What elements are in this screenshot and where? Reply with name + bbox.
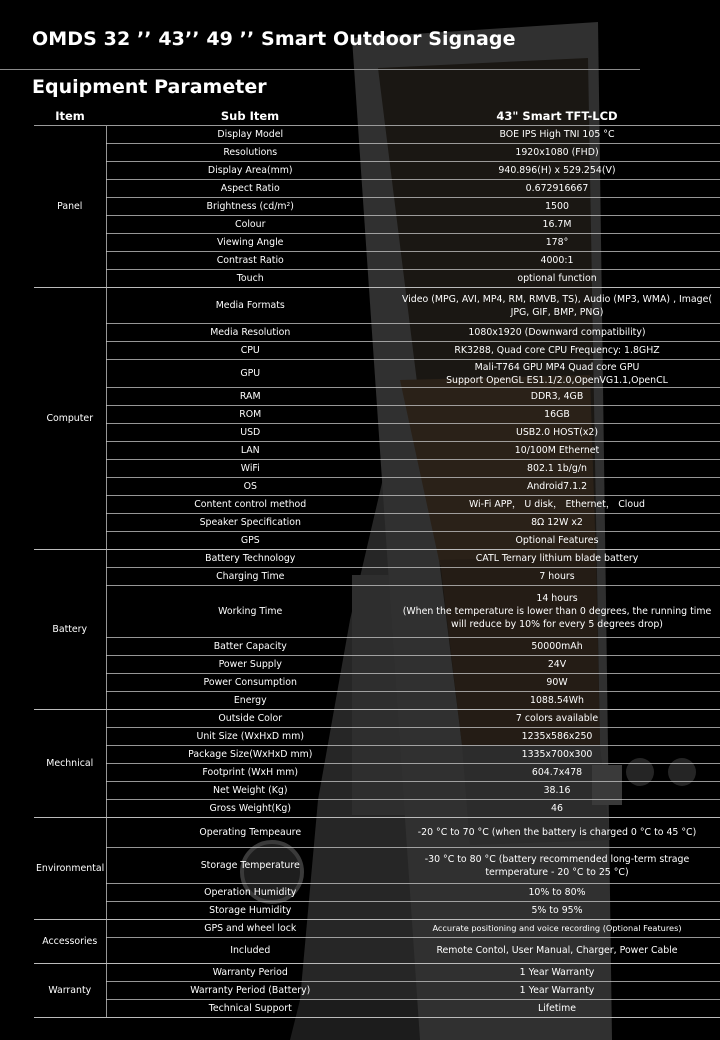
table-row bbox=[34, 406, 720, 424]
value-cell: optional function bbox=[394, 270, 720, 288]
table-row bbox=[34, 360, 720, 388]
table-row bbox=[34, 692, 720, 710]
value-cell: DDR3, 4GB bbox=[394, 388, 720, 406]
table-row bbox=[34, 550, 720, 568]
sub-item-cell: RAM bbox=[106, 388, 394, 406]
sub-item-cell: Energy bbox=[106, 692, 394, 710]
sub-item-cell: LAN bbox=[106, 442, 394, 460]
value-cell: -20 °C to 70 °C (when the battery is charged 0 °C to 45 °C) bbox=[394, 818, 720, 848]
value-cell: 1920x1080 (FHD) bbox=[394, 144, 720, 162]
group-label: Warranty bbox=[34, 964, 106, 1018]
sub-item-cell: Net Weight (Kg) bbox=[106, 782, 394, 800]
table-row bbox=[34, 982, 720, 1000]
sub-item-cell: Gross Weight(Kg) bbox=[106, 800, 394, 818]
sub-item-cell: Outside Color bbox=[106, 710, 394, 728]
sub-item-cell: Contrast Ratio bbox=[106, 252, 394, 270]
table-row bbox=[34, 920, 720, 938]
sub-item-cell: Batter Capacity bbox=[106, 638, 394, 656]
sub-item-cell: GPU bbox=[106, 360, 394, 388]
table-row bbox=[34, 424, 720, 442]
group-label: Panel bbox=[34, 126, 106, 288]
sub-item-cell: Package Size(WxHxD mm) bbox=[106, 746, 394, 764]
value-cell: 802.1 1b/g/n bbox=[394, 460, 720, 478]
sub-item-cell: USD bbox=[106, 424, 394, 442]
sub-item-cell: Media Resolution bbox=[106, 324, 394, 342]
group-label: Battery bbox=[34, 550, 106, 710]
value-cell: Video (MPG, AVI, MP4, RM, RMVB, TS), Audio (MP3, WMA) , Image( JPG, GIF, BMP, PNG) bbox=[394, 288, 720, 324]
group-label: Accessories bbox=[34, 920, 106, 964]
sub-item-cell: Footprint (WxH mm) bbox=[106, 764, 394, 782]
sub-item-cell: Operating Tempeaure bbox=[106, 818, 394, 848]
value-cell: 7 hours bbox=[394, 568, 720, 586]
value-cell: 38.16 bbox=[394, 782, 720, 800]
column-header-sub-item: Sub Item bbox=[106, 108, 394, 126]
value-cell: 8Ω 12W x2 bbox=[394, 514, 720, 532]
sub-item-cell: ROM bbox=[106, 406, 394, 424]
sub-item-cell: Brightness (cd/m²) bbox=[106, 198, 394, 216]
table-row bbox=[34, 884, 720, 902]
table-row bbox=[34, 478, 720, 496]
value-cell: RK3288, Quad core CPU Frequency: 1.8GHZ bbox=[394, 342, 720, 360]
table-row bbox=[34, 938, 720, 964]
value-cell: 0.672916667 bbox=[394, 180, 720, 198]
sub-item-cell: Charging Time bbox=[106, 568, 394, 586]
table-row bbox=[34, 216, 720, 234]
sub-item-cell: Viewing Angle bbox=[106, 234, 394, 252]
value-cell: 1335x700x300 bbox=[394, 746, 720, 764]
value-cell: Optional Features bbox=[394, 532, 720, 550]
value-cell: 1 Year Warranty bbox=[394, 964, 720, 982]
table-row bbox=[34, 568, 720, 586]
value-cell: 1500 bbox=[394, 198, 720, 216]
value-cell: 16GB bbox=[394, 406, 720, 424]
table-row bbox=[34, 460, 720, 478]
table-row bbox=[34, 252, 720, 270]
sub-item-cell: Speaker Specification bbox=[106, 514, 394, 532]
table-header-row bbox=[34, 108, 720, 126]
table-row bbox=[34, 388, 720, 406]
table-row bbox=[34, 198, 720, 216]
table-row bbox=[34, 586, 720, 638]
sub-item-cell: Working Time bbox=[106, 586, 394, 638]
value-cell: 1 Year Warranty bbox=[394, 982, 720, 1000]
sub-item-cell: Unit Size (WxHxD mm) bbox=[106, 728, 394, 746]
value-cell: 14 hours (When the temperature is lower than 0 degrees, the running time will reduce by 10% for every 5 degrees drop) bbox=[394, 586, 720, 638]
value-cell: Android7.1.2 bbox=[394, 478, 720, 496]
value-cell: 90W bbox=[394, 674, 720, 692]
value-cell: 10% to 80% bbox=[394, 884, 720, 902]
table-row bbox=[34, 234, 720, 252]
sub-item-cell: GPS bbox=[106, 532, 394, 550]
table-row bbox=[34, 144, 720, 162]
table-row bbox=[34, 342, 720, 360]
sub-item-cell: Storage Temperature bbox=[106, 848, 394, 884]
table-row bbox=[34, 180, 720, 198]
sub-item-cell: Included bbox=[106, 938, 394, 964]
table-row bbox=[34, 710, 720, 728]
table-row bbox=[34, 674, 720, 692]
sub-item-cell: WiFi bbox=[106, 460, 394, 478]
table-row bbox=[34, 496, 720, 514]
table-body bbox=[34, 126, 720, 1018]
table-row bbox=[34, 270, 720, 288]
table-row bbox=[34, 746, 720, 764]
sub-item-cell: Resolutions bbox=[106, 144, 394, 162]
table-row bbox=[34, 514, 720, 532]
sub-item-cell: Touch bbox=[106, 270, 394, 288]
value-cell: 24V bbox=[394, 656, 720, 674]
sub-item-cell: Media Formats bbox=[106, 288, 394, 324]
sub-item-cell: Warranty Period bbox=[106, 964, 394, 982]
table-row bbox=[34, 162, 720, 180]
sub-item-cell: CPU bbox=[106, 342, 394, 360]
sub-item-cell: Power Consumption bbox=[106, 674, 394, 692]
sub-item-cell: Content control method bbox=[106, 496, 394, 514]
table-row bbox=[34, 728, 720, 746]
value-cell: Mali-T764 GPU MP4 Quad core GPU Support OpenGL ES1.1/2.0,OpenVG1.1,OpenCL bbox=[394, 360, 720, 388]
sub-item-cell: Storage Humidity bbox=[106, 902, 394, 920]
value-cell: Remote Contol, User Manual, Charger, Power Cable bbox=[394, 938, 720, 964]
table-row bbox=[34, 638, 720, 656]
value-cell: 1235x586x250 bbox=[394, 728, 720, 746]
value-cell: 4000:1 bbox=[394, 252, 720, 270]
table-row bbox=[34, 126, 720, 144]
value-cell: 940.896(H) x 529.254(V) bbox=[394, 162, 720, 180]
value-cell: 10/100M Ethernet bbox=[394, 442, 720, 460]
table-row bbox=[34, 656, 720, 674]
group-label: Environmental bbox=[34, 818, 106, 920]
column-header-item: Item bbox=[34, 108, 106, 126]
sub-item-cell: Warranty Period (Battery) bbox=[106, 982, 394, 1000]
table-row bbox=[34, 818, 720, 848]
table-row bbox=[34, 782, 720, 800]
group-label: Mechnical bbox=[34, 710, 106, 818]
table-row bbox=[34, 288, 720, 324]
table-row bbox=[34, 800, 720, 818]
table-row bbox=[34, 324, 720, 342]
value-cell: Wi-Fi APP， U disk， Ethernet， Cloud bbox=[394, 496, 720, 514]
table-row bbox=[34, 902, 720, 920]
value-cell: 7 colors available bbox=[394, 710, 720, 728]
sub-item-cell: GPS and wheel lock bbox=[106, 920, 394, 938]
value-cell: 50000mAh bbox=[394, 638, 720, 656]
sub-item-cell: Aspect Ratio bbox=[106, 180, 394, 198]
value-cell: 5% to 95% bbox=[394, 902, 720, 920]
section-title: Equipment Parameter bbox=[32, 76, 267, 98]
value-cell: 46 bbox=[394, 800, 720, 818]
column-header-value: 43" Smart TFT-LCD bbox=[394, 108, 720, 126]
table-row bbox=[34, 1000, 720, 1018]
table-row bbox=[34, 764, 720, 782]
sub-item-cell: Operation Humidity bbox=[106, 884, 394, 902]
page-title: OMDS 32 ’’ 43’’ 49 ’’ Smart Outdoor Signage bbox=[32, 28, 516, 50]
table-row bbox=[34, 964, 720, 982]
value-cell: BOE IPS High TNI 105 °C bbox=[394, 126, 720, 144]
sub-item-cell: Display Model bbox=[106, 126, 394, 144]
sub-item-cell: Display Area(mm) bbox=[106, 162, 394, 180]
sub-item-cell: Technical Support bbox=[106, 1000, 394, 1018]
sub-item-cell: OS bbox=[106, 478, 394, 496]
sub-item-cell: Power Supply bbox=[106, 656, 394, 674]
table-row bbox=[34, 848, 720, 884]
value-cell: 1088.54Wh bbox=[394, 692, 720, 710]
value-cell: Accurate positioning and voice recording (Optional Features) bbox=[394, 920, 720, 938]
value-cell: 604.7x478 bbox=[394, 764, 720, 782]
value-cell: USB2.0 HOST(x2) bbox=[394, 424, 720, 442]
sub-item-cell: Battery Technology bbox=[106, 550, 394, 568]
value-cell: 16.7M bbox=[394, 216, 720, 234]
value-cell: -30 °C to 80 °C (battery recommended long-term strage termperature - 20 °C to 25 °C) bbox=[394, 848, 720, 884]
table-row bbox=[34, 532, 720, 550]
sub-item-cell: Colour bbox=[106, 216, 394, 234]
value-cell: CATL Ternary lithium blade battery bbox=[394, 550, 720, 568]
equipment-parameter-table bbox=[34, 108, 720, 1018]
value-cell: Lifetime bbox=[394, 1000, 720, 1018]
table-row bbox=[34, 442, 720, 460]
value-cell: 1080x1920 (Downward compatibility) bbox=[394, 324, 720, 342]
value-cell: 178° bbox=[394, 234, 720, 252]
group-label: Computer bbox=[34, 288, 106, 550]
header-divider bbox=[0, 69, 640, 70]
